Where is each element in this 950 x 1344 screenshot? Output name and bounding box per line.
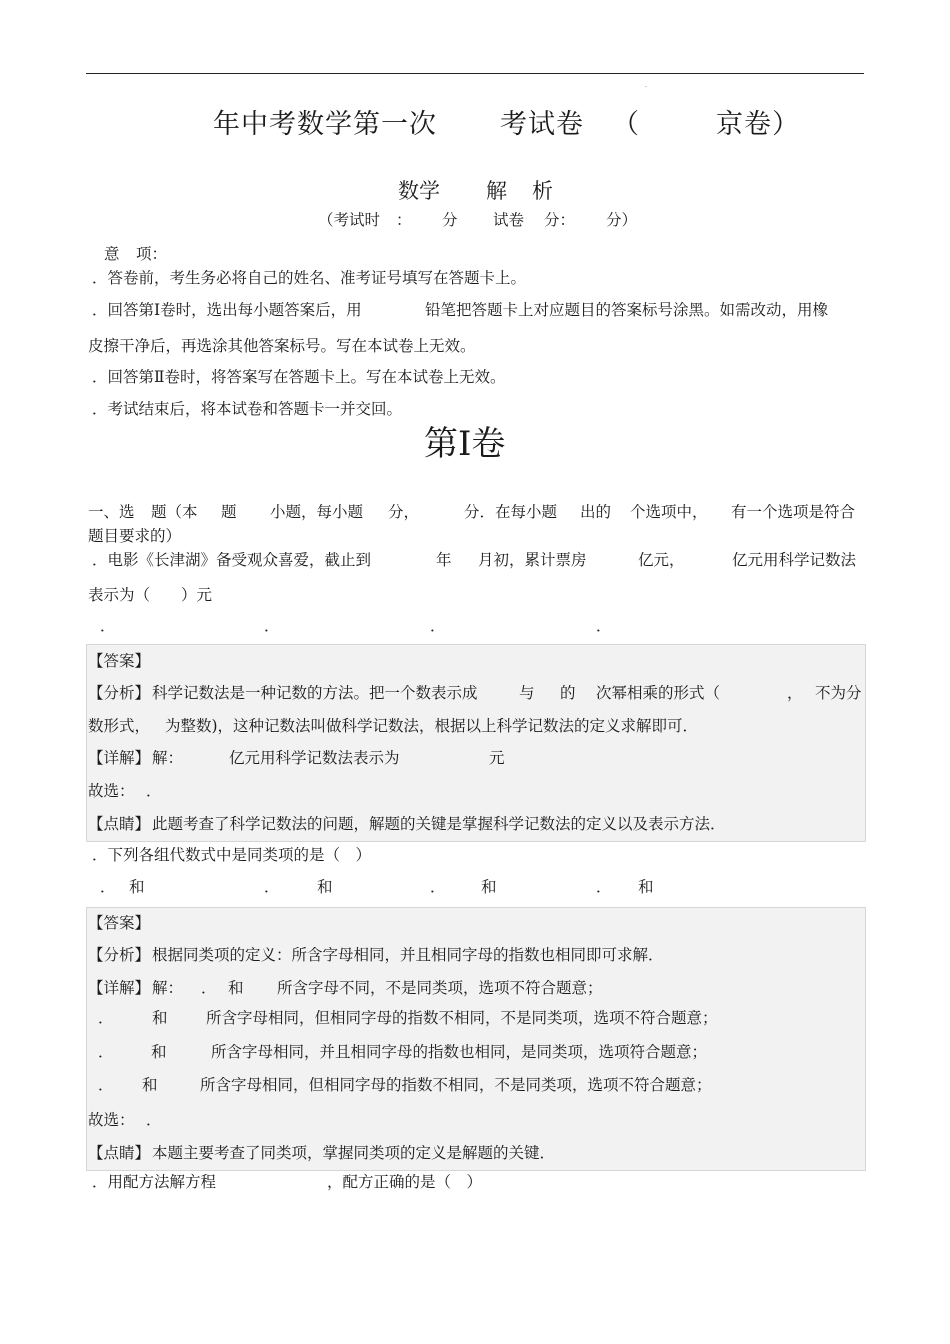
- q1-stem: ．电影《长津湖》备受观众喜爱，截止到: [92, 551, 372, 569]
- q2-option: ．: [596, 878, 612, 896]
- q1-stem: 月初，累计票房: [478, 551, 587, 569]
- subtitle-part1: 数学: [398, 179, 440, 203]
- q2-option: 和: [481, 878, 497, 896]
- q1-option-d: ．: [596, 617, 612, 635]
- subtitle-part3: 析: [532, 179, 553, 203]
- exam-title-part2: 考试卷: [500, 109, 584, 140]
- q2-detail-text: ．: [201, 979, 217, 997]
- q1-detail-label: 【详解】: [88, 749, 151, 767]
- q2-choose-label: 故选：: [88, 1111, 135, 1129]
- section-heading: 一、选: [88, 503, 135, 521]
- q2-detail-line: ．: [98, 1009, 114, 1027]
- q1-analysis-label: 【分析】: [88, 684, 151, 702]
- exam-info-minutes: 分: [442, 211, 458, 229]
- q2-option: 和: [638, 878, 654, 896]
- exam-info-score-label: 分：: [544, 211, 576, 229]
- q2-analysis-label: 【分析】: [88, 946, 151, 964]
- q1-option-c: ．: [430, 617, 446, 635]
- section-heading: 出的: [580, 503, 612, 521]
- section-heading: 小题，每小题: [270, 503, 364, 521]
- exam-info-paper: 试卷: [493, 211, 525, 229]
- q2-detail-line: 和: [152, 1009, 168, 1027]
- q2-detail-line: 所含字母相同，但相同字母的指数不相同，不是同类项，选项不符合题意；: [206, 1009, 718, 1027]
- q1-detail-text: 亿元用科学记数法表示为: [229, 749, 400, 767]
- q2-detail-label: 【详解】: [88, 979, 151, 997]
- subtitle-part2: 解: [486, 179, 507, 203]
- q1-stem-line2: 表示为（ ）元: [88, 586, 213, 604]
- q1-comment-label: 【点睛】: [88, 815, 151, 833]
- q1-choose-value: ．: [146, 782, 162, 800]
- q1-choose-label: 故选：: [88, 782, 135, 800]
- q2-option: ．: [430, 878, 446, 896]
- q2-detail-line: ．: [98, 1076, 114, 1094]
- notice-heading-a: 意: [104, 245, 120, 263]
- q1-comment-text: 此题考查了科学记数法的问题，解题的关键是掌握科学记数法的定义以及表示方法．: [152, 815, 726, 833]
- q1-stem: 年: [436, 551, 452, 569]
- q2-detail-line: 和: [142, 1076, 158, 1094]
- q1-analysis-text: 的: [560, 684, 576, 702]
- section-heading: 有一个选项是符合: [731, 503, 856, 521]
- q2-comment-label: 【点睛】: [88, 1144, 151, 1162]
- q2-detail-line: 所含字母相同，并且相同字母的指数也相同，是同类项，选项符合题意；: [211, 1043, 708, 1061]
- header-mark: ·: [645, 84, 647, 91]
- section-heading: 分，: [388, 503, 420, 521]
- q2-detail-text: 所含字母不同，不是同类项，选项不符合题意；: [277, 979, 603, 997]
- q1-option-b: ．: [264, 617, 280, 635]
- q1-detail-text: 元: [489, 749, 505, 767]
- q2-detail-line: 所含字母相同，但相同字母的指数不相同，不是同类项，选项不符合题意；: [200, 1076, 712, 1094]
- q2-detail-line: ．: [98, 1043, 114, 1061]
- q2-analysis-text: 根据同类项的定义：所含字母相同，并且相同字母的指数也相同即可求解．: [152, 946, 664, 964]
- exam-title-part1: 年中考数学第一次: [213, 109, 437, 140]
- exam-title-part3: （: [612, 109, 640, 140]
- q3-stem: ．用配方法解方程: [92, 1173, 217, 1191]
- q1-answer-label: 【答案】: [88, 652, 151, 670]
- exam-info-time-label: （考试时: [318, 211, 381, 229]
- q3-stem: ，配方正确的是（ ）: [327, 1173, 483, 1191]
- section-heading: 题（本: [151, 503, 198, 521]
- q1-analysis-text: 为整数)，这种记数法叫做科学记数法，根据以上科学记数法的定义求解即可．: [165, 717, 699, 735]
- q1-analysis-text: 与: [519, 684, 535, 702]
- volume-title: 第Ⅰ卷: [424, 424, 506, 464]
- notice-item: ．答卷前，考生务必将自己的姓名、准考证号填写在答题卡上。: [92, 269, 527, 287]
- notice-heading-b: 项：: [136, 245, 168, 263]
- exam-info-score: 分）: [606, 211, 638, 229]
- section-heading: 分．在每小题: [464, 503, 558, 521]
- q1-stem: 亿元，: [638, 551, 685, 569]
- exam-title-part4: 京卷）: [716, 109, 800, 140]
- q1-analysis-text: 次幂相乘的形式（: [596, 684, 721, 702]
- q1-stem: 亿元用科学记数法: [732, 551, 857, 569]
- q1-option-a: ．: [100, 617, 116, 635]
- q2-stem: ．下列各组代数式中是同类项的是（ ）: [92, 846, 372, 864]
- q2-answer-label: 【答案】: [88, 914, 151, 932]
- section-heading: 题: [221, 503, 237, 521]
- notice-item: ．回答第Ⅰ卷时，选出每小题答案后，用: [92, 301, 362, 319]
- q1-analysis-text: 不为分: [815, 684, 862, 702]
- q1-analysis-text: ，: [787, 684, 803, 702]
- q2-detail-line: 和: [151, 1043, 167, 1061]
- q2-choose-value: ．: [146, 1111, 162, 1129]
- q2-detail-text: 解：: [152, 979, 184, 997]
- q2-option: 和: [317, 878, 333, 896]
- q1-analysis-text: 数形式，: [88, 717, 151, 735]
- notice-item: 皮擦干净后，再选涂其他答案标号。写在本试卷上无效。: [88, 337, 476, 355]
- q2-option: ．: [264, 878, 280, 896]
- notice-item: 铅笔把答题卡上对应题目的答案标号涂黑。如需改动，用橡: [425, 301, 829, 319]
- q1-analysis-text: 科学记数法是一种记数的方法。把一个数表示成: [152, 684, 478, 702]
- q2-comment-text: 本题主要考查了同类项，掌握同类项的定义是解题的关键．: [152, 1144, 556, 1162]
- exam-info-colon: ：: [396, 211, 412, 229]
- q1-detail-text: 解：: [152, 749, 184, 767]
- header-rule: [86, 73, 864, 74]
- notice-item: ．回答第Ⅱ卷时，将答案写在答题卡上。写在本试卷上无效。: [92, 368, 506, 386]
- q2-option: 和: [129, 878, 145, 896]
- section-heading: 个选项中，: [630, 503, 708, 521]
- q2-detail-text: 和: [228, 979, 244, 997]
- q2-option: ．: [100, 878, 116, 896]
- notice-item: ．考试结束后，将本试卷和答题卡一并交回。: [92, 400, 403, 418]
- section-heading-line2: 题目要求的）: [88, 527, 182, 545]
